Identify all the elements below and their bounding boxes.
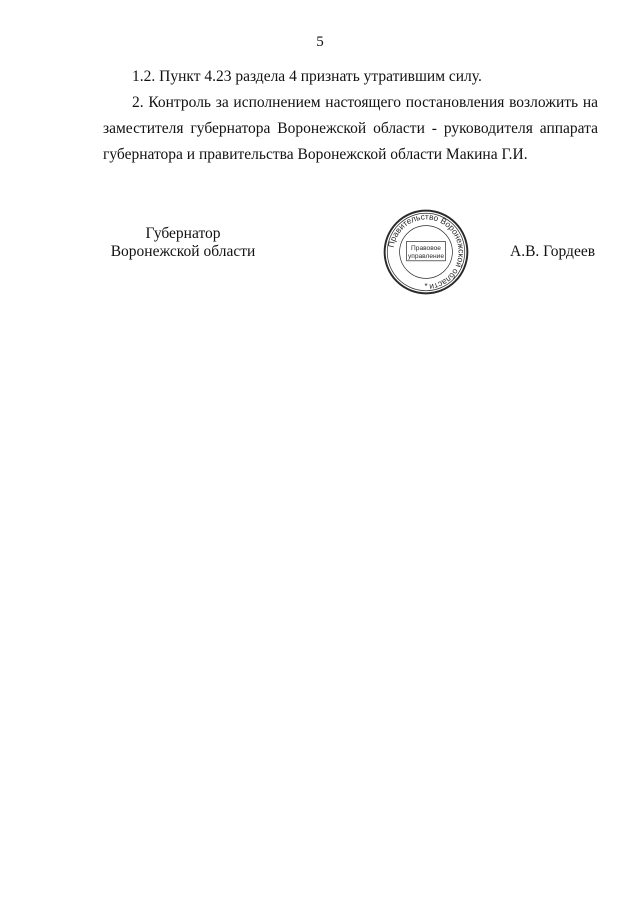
official-seal [382, 208, 470, 296]
signatory-title-line1: Губернатор [145, 225, 221, 242]
paragraph-1: 1.2. Пункт 4.23 раздела 4 признать утратившим силу. [132, 68, 482, 85]
seal-inner-line1: Правовое [411, 245, 441, 253]
paragraph-2: 2. Контроль за исполнением настоящего постановления возложить на заместителя губернатора Воронежской области - руководителя аппарата губернатора и правительства Воронежской области Макина Г.И. [103, 94, 598, 163]
seal-inner-line2: управление [407, 253, 445, 261]
signatory-name: А.В. Гордеев [510, 243, 596, 260]
signatory-title-line2: Воронежской области [110, 243, 256, 260]
signatory-title [103, 225, 263, 261]
seal-outer-text: Правительство Воронежской области [385, 211, 467, 293]
page-number: 5 [316, 34, 324, 50]
seal-star: * [424, 281, 428, 291]
